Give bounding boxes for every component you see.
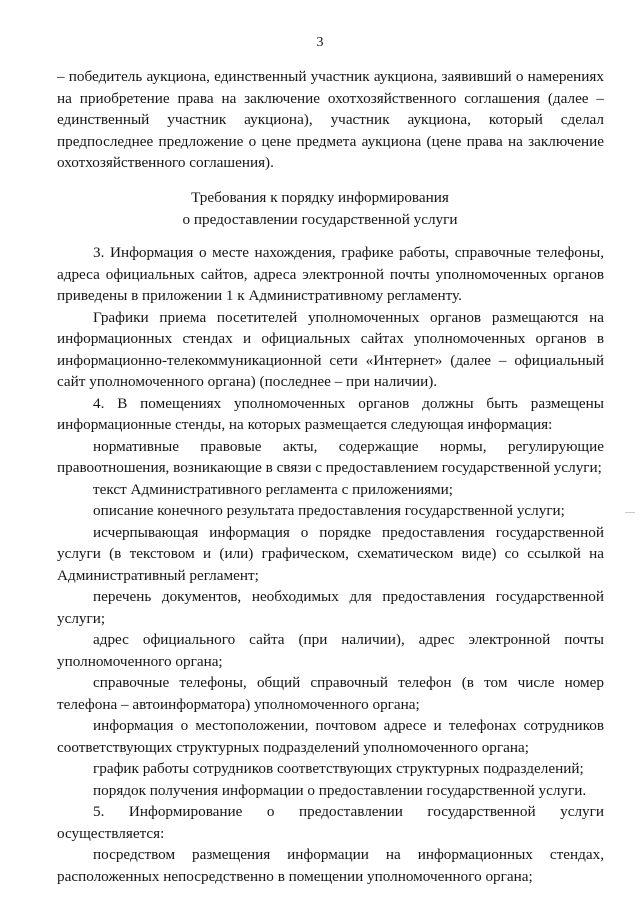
page-number: 3 [316,35,324,50]
list-item-work-schedule: график работы сотрудников соответствующих структурных подразделений; [93,760,584,777]
paragraph-schedules: Графики приема посетителей уполномоченных органов размещаются на информационных стендах и официальных сайтах уполномоченных органов в информационно-телекоммуникационной сети «Интернет» (далее – официальный сайт уполномоченного органа) (последнее – при наличии). [57,308,604,390]
continuation-paragraph: – победитель аукциона, единственный участник аукциона, заявивший о намерениях на приобретение права на заключение охотхозяйственного соглашения (далее – единственный участник аукциона), участник аукциона, который сделал предпоследнее предложение о цене предмета аукциона (цене права на заключение охотхозяйственного соглашения). [57,68,604,171]
section-heading-line-1: Требования к порядку информирования [191,189,449,206]
list-item-website-email: адрес официального сайта (при наличии), адрес электронной почты уполномоченного органа; [57,631,604,670]
list-item-procedure-info: исчерпывающая информация о порядке предоставления государственной услуги (в текстовом и (или) графическом, схематическом виде) со ссылкой на Административный регламент; [57,523,604,584]
continuation-paragraph-block [57,66,604,174]
section-heading [0,187,640,231]
paragraph-4: 4. В помещениях уполномоченных органов должны быть размещены информационные стенды, на которых размещается следующая информация: [57,394,604,433]
scan-edge-mark [625,512,635,516]
body-text [57,242,604,887]
list-item-legal-acts: нормативные правовые акты, содержащие нормы, регулирующие правоотношения, возникающие в связи с предоставлением государственной услуги; [57,437,604,476]
list-item-regulation-text: текст Административного регламента с приложениями; [93,480,454,498]
paragraph-3: 3. Информация о месте нахождения, графике работы, справочные телефоны, адреса официальных сайтов, адреса электронной почты уполномоченных органов приведены в приложении 1 к Административному регламенту. [57,244,604,304]
section-heading-line-2: о предоставлении государственной услуги [182,211,458,228]
paragraph-5: 5. Информирование о предоставлении государственной услуги осуществляется: [57,803,604,842]
list-item-phones: справочные телефоны, общий справочный телефон (в том числе номер телефона – автоинформатора) уполномоченного органа; [57,674,604,713]
list-item-documents: перечень документов, необходимых для предоставления государственной услуги; [57,588,604,627]
list-item-result-description: описание конечного результата предоставления государственной услуги; [93,502,565,519]
list-item-stands: посредством размещения информации на информационных стендах, расположенных непосредственно в помещении уполномоченного органа; [57,846,604,885]
list-item-location: информация о местоположении, почтовом адресе и телефонах сотрудников соответствующих структурных подразделений уполномоченного органа; [57,717,604,756]
list-item-info-procedure: порядок получения информации о предоставлении государственной услуги. [93,781,587,799]
